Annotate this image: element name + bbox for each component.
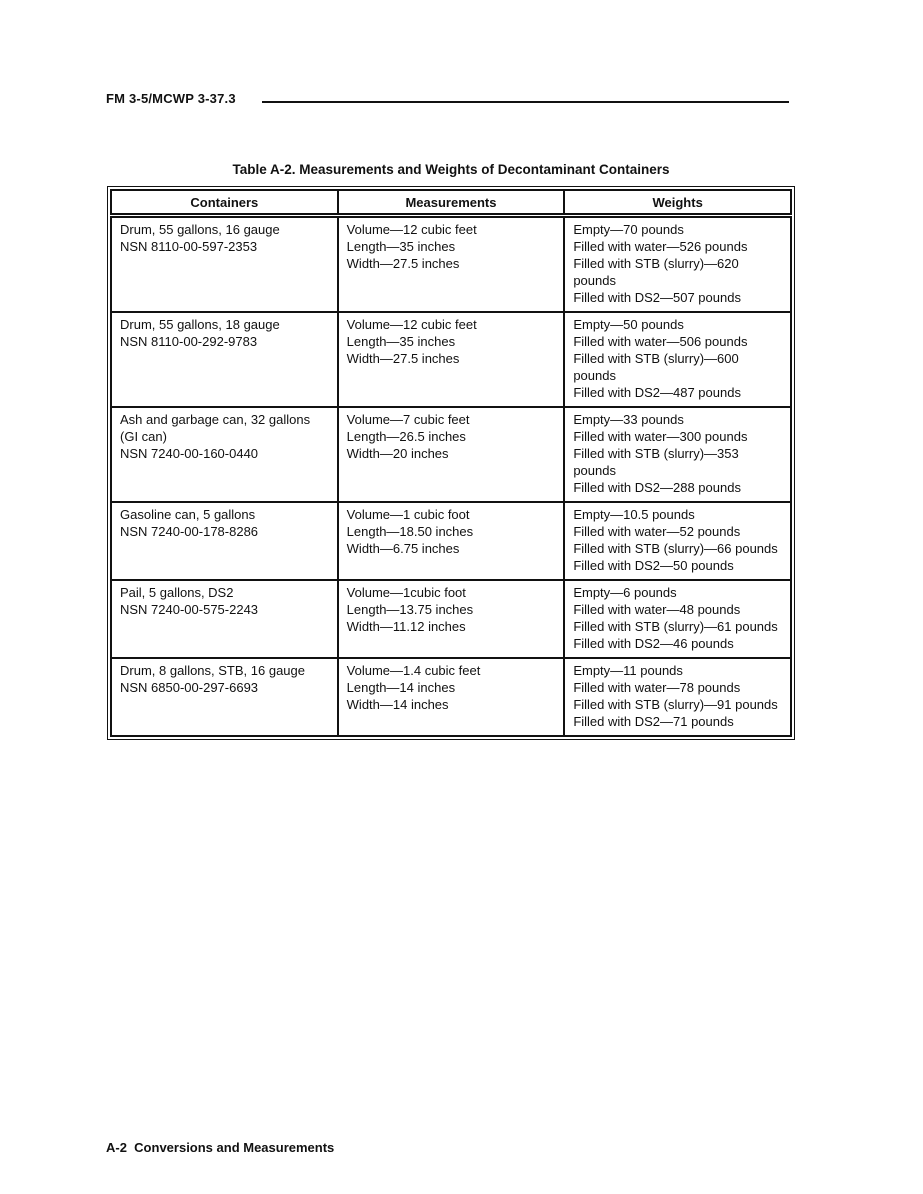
cell-line: Length—26.5 inches (346, 429, 466, 444)
cell-line: Length—35 inches (346, 239, 456, 254)
cell-containers (111, 407, 338, 502)
cell-line: pounds (573, 273, 616, 288)
cell-containers (111, 658, 338, 736)
cell-line: Filled with STB (slurry)—353 (573, 446, 739, 461)
cell-line: Filled with water—52 pounds (573, 524, 741, 539)
cell-line: Empty—70 pounds (573, 222, 684, 237)
table-row (111, 580, 791, 658)
cell-line: Empty—6 pounds (573, 585, 677, 600)
containers-table (110, 189, 792, 737)
cell-line: Width—20 inches (346, 446, 449, 461)
cell-containers (111, 312, 338, 407)
cell-weights (564, 580, 791, 658)
cell-line: Ash and garbage can, 32 gallons (120, 412, 311, 427)
cell-line: Filled with water—526 pounds (573, 239, 748, 254)
cell-line: Drum, 55 gallons, 18 gauge (120, 317, 280, 332)
table-row (111, 502, 791, 580)
cell-measurements (338, 312, 565, 407)
cell-line: Filled with water—300 pounds (573, 429, 748, 444)
cell-line: Width—27.5 inches (346, 351, 460, 366)
table-title: Table A-2. Measurements and Weights of Decontaminant Containers (232, 162, 670, 177)
cell-line: Filled with STB (slurry)—620 (573, 256, 739, 271)
cell-line: Volume—1 cubic foot (346, 507, 470, 522)
cell-line: Drum, 55 gallons, 16 gauge (120, 222, 280, 237)
cell-weights (564, 312, 791, 407)
cell-line: Filled with DS2—71 pounds (573, 714, 734, 729)
cell-line: NSN 8110-00-597-2353 (120, 239, 258, 254)
cell-measurements (338, 502, 565, 580)
cell-line: Width—27.5 inches (346, 256, 460, 271)
cell-line: Filled with water—506 pounds (573, 334, 748, 349)
cell-line: Volume—12 cubic feet (346, 317, 477, 332)
cell-line: Pail, 5 gallons, DS2 (120, 585, 234, 600)
table-header-row (111, 190, 791, 216)
cell-line: Filled with STB (slurry)—61 pounds (573, 619, 778, 634)
containers-table-frame (107, 186, 795, 740)
cell-weights (564, 407, 791, 502)
page-footer: A-2 Conversions and Measurements (106, 1140, 335, 1155)
cell-line: Filled with DS2—46 pounds (573, 636, 734, 651)
table-row (111, 312, 791, 407)
cell-line: Empty—10.5 pounds (573, 507, 695, 522)
cell-weights (564, 216, 791, 313)
cell-measurements (338, 580, 565, 658)
cell-line: NSN 6850-00-297-6693 (120, 680, 259, 695)
table-row (111, 407, 791, 502)
cell-line: NSN 7240-00-160-0440 (120, 446, 259, 461)
cell-measurements (338, 407, 565, 502)
column-header-measurements: Measurements (338, 190, 565, 216)
cell-line: pounds (573, 463, 616, 478)
doc-code: FM 3-5/MCWP 3-37.3 (106, 91, 236, 106)
table-row (111, 658, 791, 736)
cell-line: Filled with DS2—507 pounds (573, 290, 741, 305)
cell-containers (111, 580, 338, 658)
cell-line: Empty—33 pounds (573, 412, 684, 427)
cell-containers (111, 216, 338, 313)
cell-line: (GI can) (120, 429, 167, 444)
cell-weights (564, 658, 791, 736)
cell-line: Volume—7 cubic feet (346, 412, 470, 427)
cell-line: Filled with STB (slurry)—66 pounds (573, 541, 778, 556)
cell-line: Width—11.12 inches (346, 619, 466, 634)
column-header-containers: Containers (111, 190, 338, 216)
cell-line: Width—14 inches (346, 697, 449, 712)
cell-weights (564, 502, 791, 580)
cell-line: Empty—50 pounds (573, 317, 684, 332)
cell-line: Length—14 inches (346, 680, 456, 695)
cell-line: NSN 7240-00-575-2243 (120, 602, 259, 617)
cell-line: Filled with DS2—288 pounds (573, 480, 741, 495)
cell-line: Filled with DS2—487 pounds (573, 385, 741, 400)
cell-line: Volume—1cubic foot (346, 585, 466, 600)
cell-line: Gasoline can, 5 gallons (120, 507, 256, 522)
header-rule (262, 101, 789, 103)
cell-line: Filled with STB (slurry)—91 pounds (573, 697, 778, 712)
cell-line: Filled with water—78 pounds (573, 680, 741, 695)
cell-measurements (338, 216, 565, 313)
cell-line: NSN 7240-00-178-8286 (120, 524, 259, 539)
cell-measurements (338, 658, 565, 736)
table-header (111, 190, 791, 216)
cell-line: Filled with DS2—50 pounds (573, 558, 734, 573)
cell-line: Width—6.75 inches (346, 541, 460, 556)
cell-line: Drum, 8 gallons, STB, 16 gauge (120, 663, 305, 678)
cell-line: Volume—1.4 cubic feet (346, 663, 481, 678)
cell-line: NSN 8110-00-292-9783 (120, 334, 258, 349)
cell-line: pounds (573, 368, 616, 383)
cell-line: Length—35 inches (346, 334, 456, 349)
cell-line: Length—13.75 inches (346, 602, 474, 617)
cell-line: Length—18.50 inches (346, 524, 474, 539)
cell-line: Filled with STB (slurry)—600 (573, 351, 739, 366)
table-row (111, 216, 791, 313)
cell-containers (111, 502, 338, 580)
column-header-weights: Weights (564, 190, 791, 216)
cell-line: Volume—12 cubic feet (346, 222, 477, 237)
cell-line: Empty—11 pounds (573, 663, 683, 678)
cell-line: Filled with water—48 pounds (573, 602, 741, 617)
table-body (111, 216, 791, 737)
